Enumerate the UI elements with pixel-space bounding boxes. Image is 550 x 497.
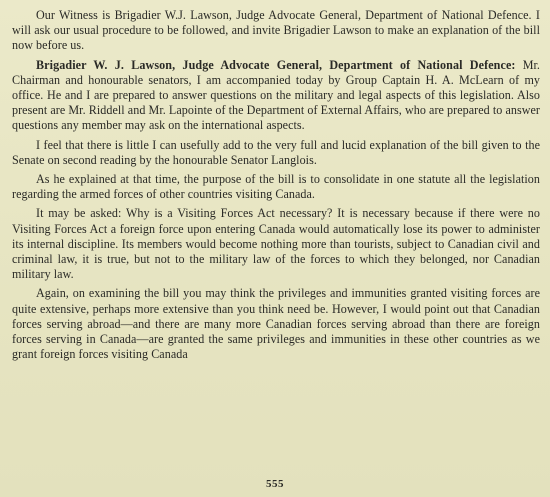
paragraph-privileges-immunities bbox=[12, 286, 540, 362]
page-number: 555 bbox=[266, 478, 284, 490]
paragraph-text: It may be asked: Why is a Visiting Forces Act necessary? It is necessary because if there were no Visiting Forces Act a foreign force upon entering Canada would automatically lose its power to administer its internal discipline. Its members would become nothing more than tourists, subject to Canadian civil and criminal law, it is true, but not to the military law of the forces to which they belonged, nor Canadian military law. bbox=[12, 206, 540, 282]
paragraph-text: I feel that there is little I can usefully add to the very full and lucid explanation of the bill given to the Senate on second reading by the honourable Senator Langlois. bbox=[12, 137, 540, 167]
paragraph-why-necessary bbox=[12, 206, 540, 282]
paragraph-lawson-statement bbox=[12, 58, 540, 134]
paragraph-lucid-explanation bbox=[12, 138, 540, 168]
paragraph-text: As he explained at that time, the purpose of the bill is to consolidate in one statute all the legislation regarding the armed forces of other countries visiting Canada. bbox=[12, 172, 540, 202]
paragraph-bill-purpose bbox=[12, 172, 540, 202]
paragraph-witness-intro bbox=[12, 8, 540, 54]
paragraph-text: Mr. Chairman and honourable senators, I am accompanied today by Group Captain H. A. McLearn of my office. He and I are prepared to answer questions on the military and legal aspects of this legislation. Also present are Mr. Riddell and Mr. Lapointe of the Department of External Affairs, who are prepared to answer questions any member may ask on the international aspects. bbox=[12, 57, 540, 133]
paragraph-text: Our Witness is Brigadier W.J. Lawson, Judge Advocate General, Department of National Defence. I will ask our usual procedure to be followed, and invite Brigadier Lawson to make an explanation of the bill now before us. bbox=[12, 8, 540, 53]
speaker-name: Brigadier W. J. Lawson, Judge Advocate General, Department of National Defence: bbox=[36, 57, 516, 72]
paragraph-text: Again, on examining the bill you may think the privileges and immunities granted visiting forces are quite extensive, perhaps more extensive than you think need be. However, I would point out that Canadian forces serving abroad—and there are many more Canadian forces serving abroad than there are foreign forces serving in Canada—are granted the same privileges and immunities in these other countries as we grant foreign forces visiting Canada bbox=[12, 286, 540, 362]
